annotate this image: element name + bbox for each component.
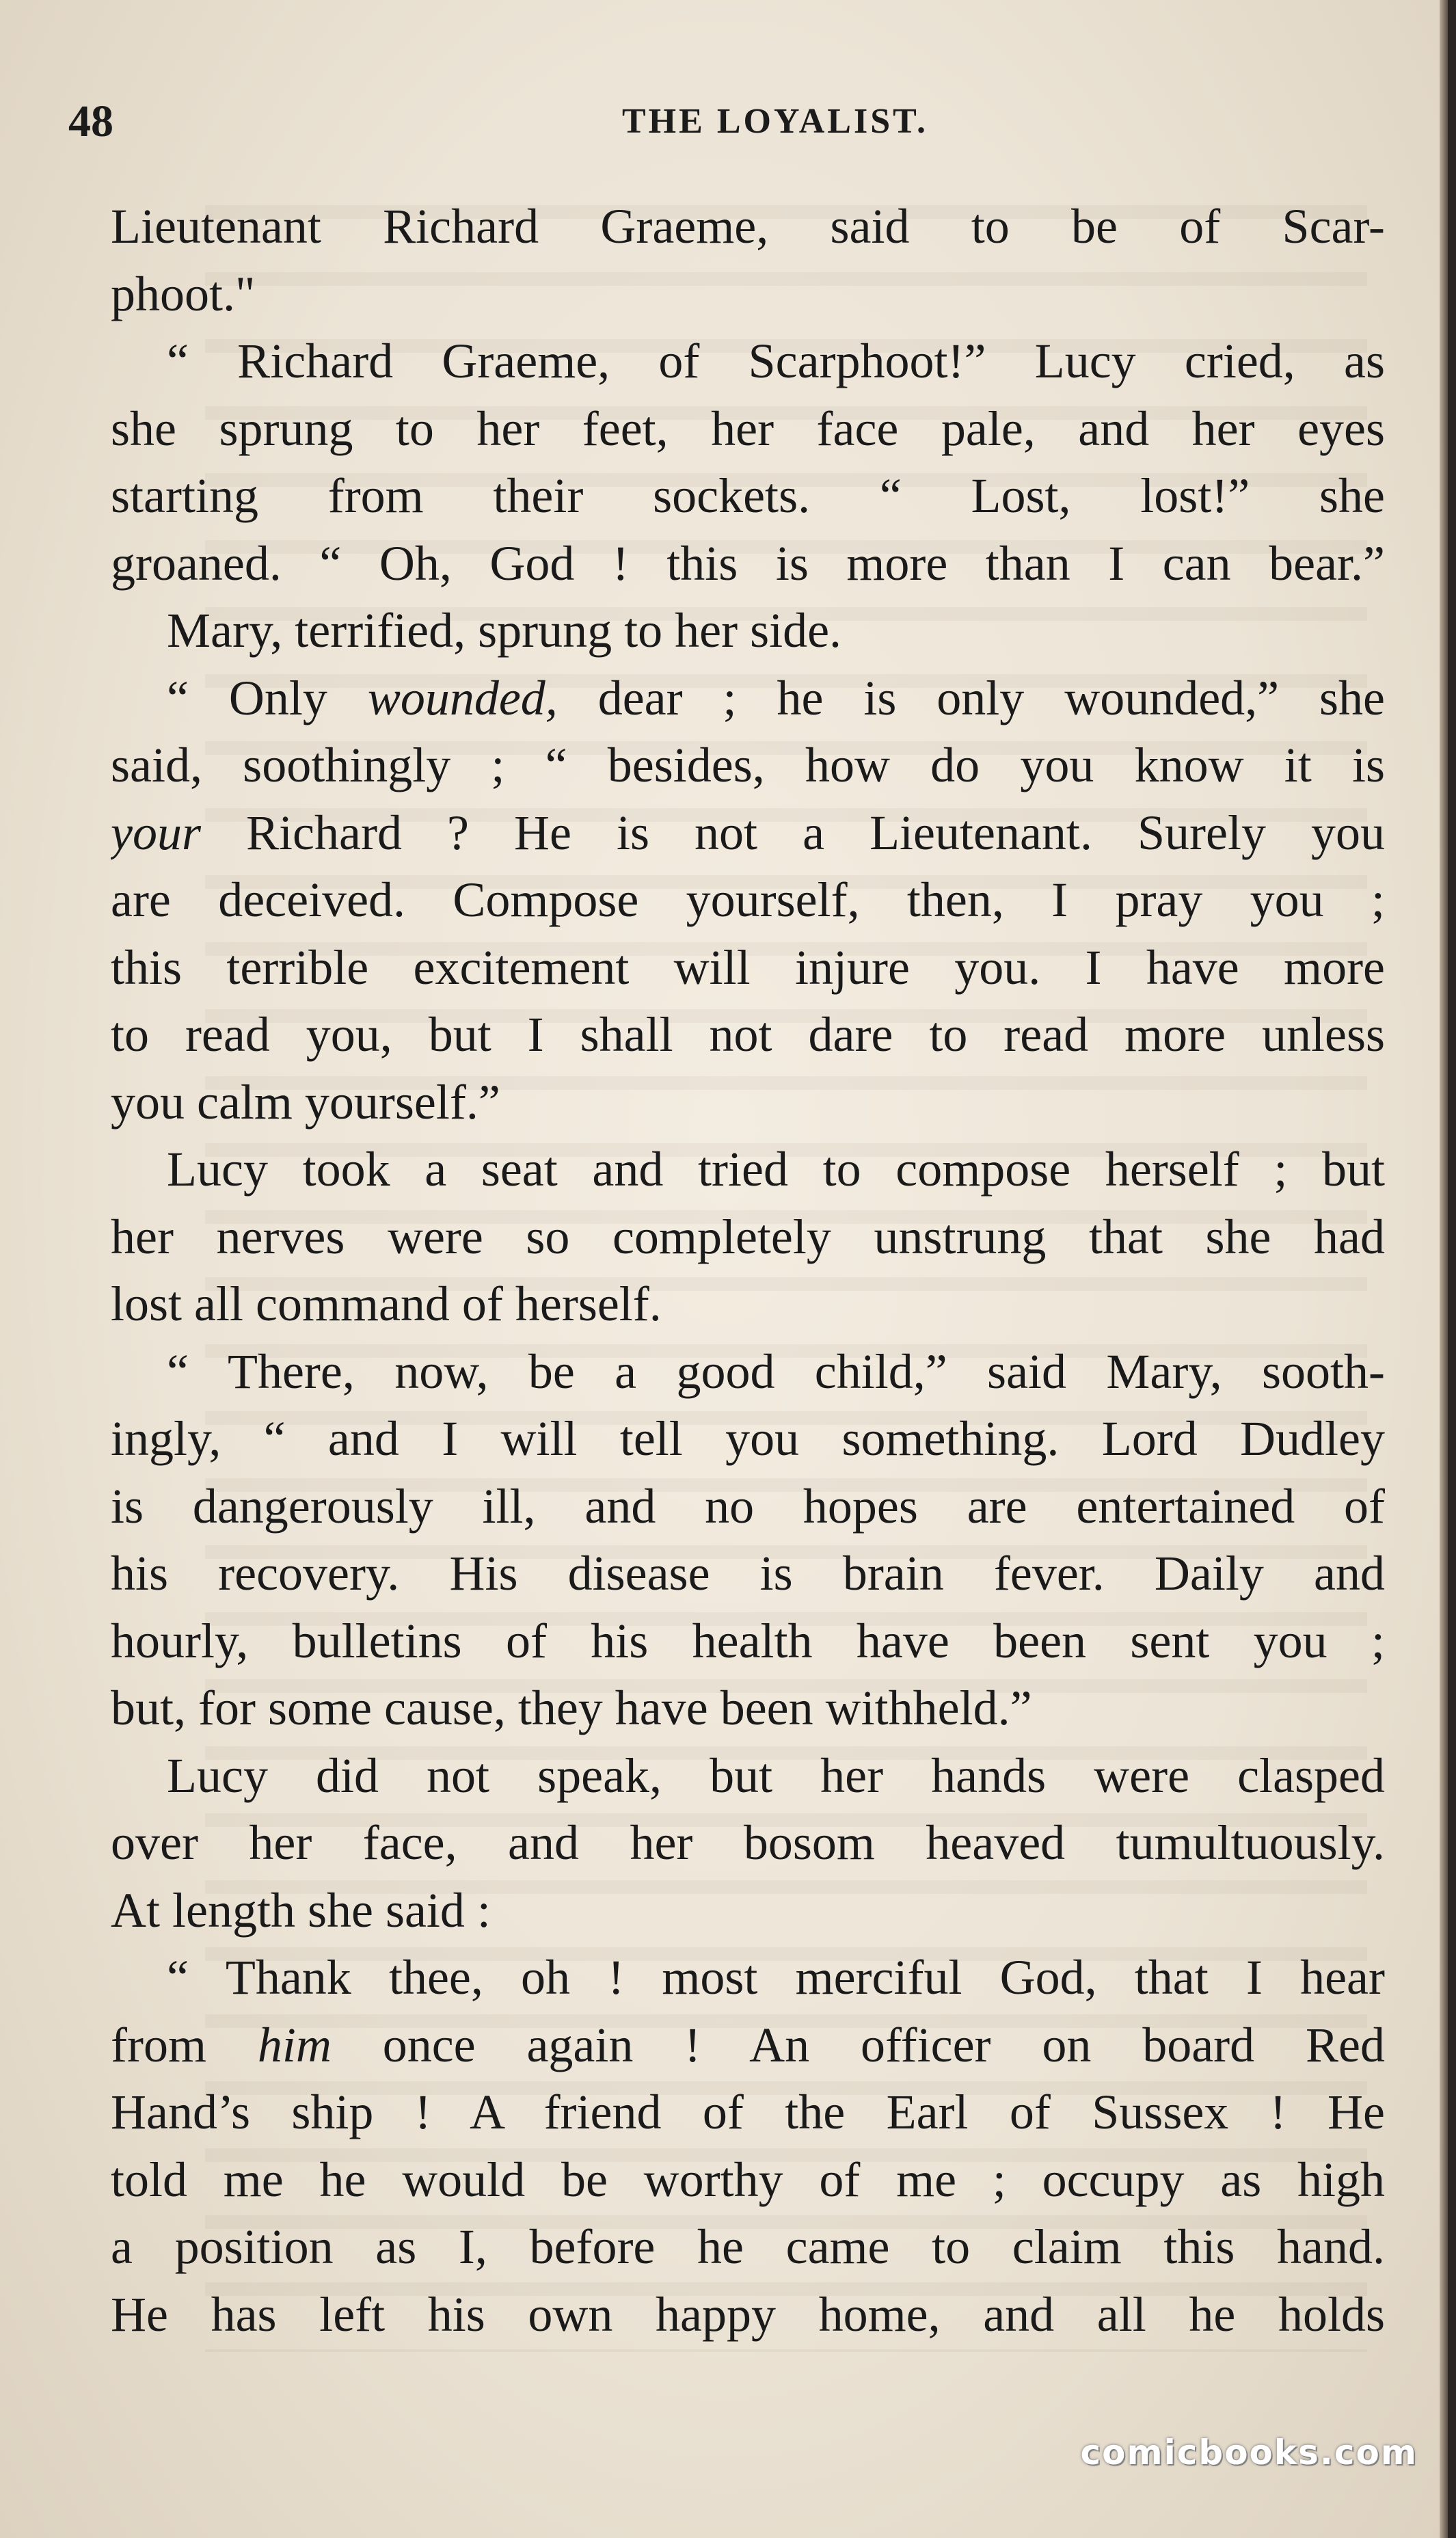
running-head: THE LOYALIST. (622, 102, 928, 141)
text-line (111, 261, 1385, 328)
italic-text: him (257, 2017, 332, 2072)
text-segment: you calm yourself.” (111, 1074, 500, 1130)
text-segment: hourly, bulletins of his health have been sent you ; (111, 1613, 1385, 1668)
text-line (111, 395, 1385, 463)
text-line (111, 1203, 1385, 1271)
text-segment: Mary, terrified, sprung to her side. (167, 603, 842, 658)
text-segment: phoot." (111, 266, 256, 321)
text-segment: but, for some cause, they have been withheld.” (111, 1681, 1032, 1735)
text-segment: his recovery. His disease is brain fever. Daily and (111, 1546, 1385, 1601)
text-segment: she sprung to her feet, her face pale, and her eyes (111, 401, 1385, 456)
text-segment: “ Thank thee, oh ! most merciful God, that I hear (167, 1950, 1385, 2005)
text-line (111, 462, 1385, 530)
page-edge (1440, 0, 1448, 2538)
text-line (111, 1069, 1385, 1136)
text-line (111, 1136, 1385, 1203)
text-segment: starting from their sockets. “ Lost, lost!” she (111, 468, 1385, 523)
text-line (111, 1540, 1385, 1607)
text-line (111, 732, 1385, 799)
text-segment: to read you, but I shall not dare to read more unless (111, 1007, 1385, 1062)
text-segment: said, soothingly ; “ besides, how do you know it is (111, 738, 1385, 792)
text-segment: is dangerously ill, and no hopes are entertained of (111, 1478, 1385, 1534)
text-segment: her nerves were so completely unstrung that she had (111, 1209, 1385, 1264)
text-line (111, 597, 1385, 665)
text-segment: a position as I, before he came to claim this hand. (111, 2219, 1385, 2274)
text-segment: He has left his own happy home, and all he holds (111, 2286, 1385, 2342)
text-line (111, 934, 1385, 1002)
italic-text: wounded, (367, 670, 558, 725)
text-segment: At length she said : (111, 1882, 491, 1938)
text-segment: are deceived. Compose yourself, then, I pray you ; (111, 872, 1385, 927)
text-segment: once again ! An officer on board Red (331, 2017, 1385, 2072)
text-line (111, 328, 1385, 395)
text-segment: Hand’s ship ! A friend of the Earl of Sussex ! He (111, 2085, 1385, 2139)
text-line (111, 1674, 1385, 1742)
text-segment: from (111, 2017, 258, 2072)
text-line (111, 1338, 1385, 1406)
text-line (111, 799, 1385, 867)
text-segment: this terrible excitement will injure you. I have more (111, 939, 1385, 995)
text-segment: told me he would be worthy of me ; occupy as high (111, 2152, 1385, 2207)
body-text (111, 193, 1385, 2348)
page-number: 48 (68, 96, 113, 146)
text-line (111, 1270, 1385, 1338)
text-segment: Lucy did not speak, but her hands were clasped (167, 1748, 1385, 1803)
watermark: comicbooks.com (1080, 2433, 1418, 2472)
text-line (111, 1001, 1385, 1069)
text-line (111, 665, 1385, 732)
text-segment: Lieutenant Richard Graeme, said to be of Scar- (111, 199, 1385, 254)
text-segment: Lucy took a seat and tried to compose herself ; but (167, 1142, 1385, 1197)
text-line (111, 1944, 1385, 2012)
text-line (111, 2146, 1385, 2214)
text-line (111, 1877, 1385, 1945)
text-line (111, 530, 1385, 598)
text-line (111, 1405, 1385, 1473)
text-segment: over her face, and her bosom heaved tumultuously. (111, 1815, 1385, 1870)
text-line (111, 2213, 1385, 2281)
text-line (111, 193, 1385, 261)
text-segment: ingly, “ and I will tell you something. Lord Dudley (111, 1411, 1385, 1466)
italic-text: your (111, 805, 201, 860)
text-segment: “ Richard Graeme, of Scarphoot!” Lucy cried, as (167, 334, 1385, 388)
text-line (111, 1607, 1385, 1675)
text-segment: dear ; he is only wounded,” she (557, 670, 1385, 725)
text-line (111, 2281, 1385, 2349)
text-line (111, 1809, 1385, 1877)
text-line (111, 1473, 1385, 1540)
text-line (111, 2012, 1385, 2079)
text-segment: groaned. “ Oh, God ! this is more than I can bear.” (111, 535, 1385, 591)
page-header (68, 96, 1388, 150)
text-line (111, 1742, 1385, 1810)
text-segment: Richard ? He is not a Lieutenant. Surely you (200, 805, 1385, 860)
text-line (111, 866, 1385, 934)
text-segment: “ There, now, be a good child,” said Mary, sooth- (167, 1344, 1385, 1399)
text-segment: lost all command of herself. (111, 1277, 662, 1331)
text-segment: “ Only (167, 670, 368, 725)
text-line (111, 2079, 1385, 2146)
